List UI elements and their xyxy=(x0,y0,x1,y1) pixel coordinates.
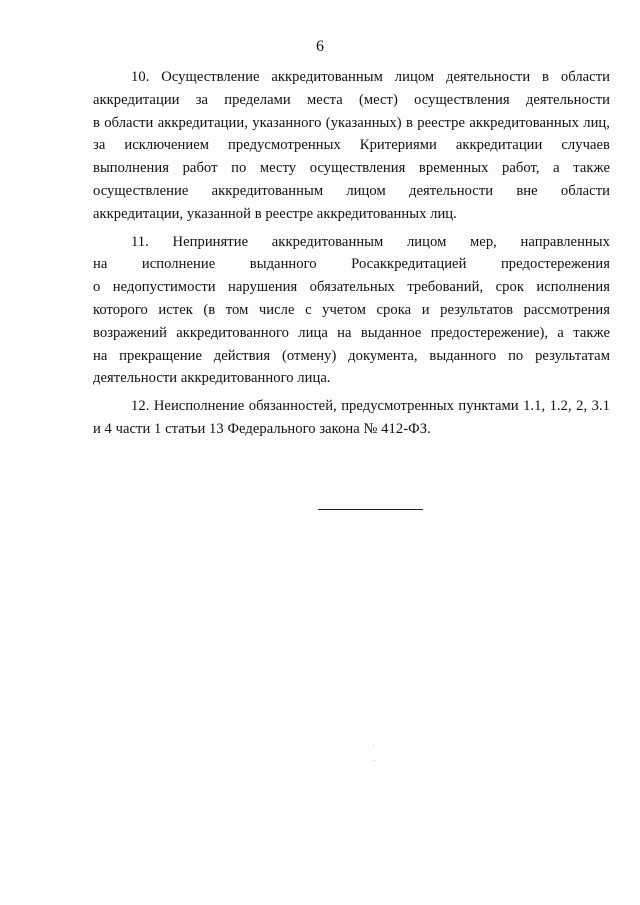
paragraph-line: на прекращение действия (отмену) документа, выданного по результатам xyxy=(93,347,610,364)
scan-artifact xyxy=(374,760,375,761)
paragraph-line: аккредитации, указанной в реестре аккредитованных лиц. xyxy=(93,205,457,222)
paragraph-line: 10. Осуществление аккредитованным лицом деятельности в области xyxy=(131,69,610,85)
paragraph-line: 12. Неисполнение обязанностей, предусмотренных пунктами 1.1, 1.2, 2, 3.1 xyxy=(131,398,610,415)
paragraph-line: выполнения работ по месту осуществления временных работ, а также xyxy=(93,160,610,177)
paragraph-line: за исключением предусмотренных Критериями аккредитации случаев xyxy=(93,137,610,154)
scan-artifact xyxy=(373,745,374,746)
paragraph-line: которого истек (в том числе с учетом срока и результатов рассмотрения xyxy=(93,301,610,318)
paragraph-line: осуществление аккредитованным лицом деятельности вне области xyxy=(93,182,610,199)
paragraph-line: 11. Непринятие аккредитованным лицом мер, направленных xyxy=(131,233,610,250)
paragraph-line: в области аккредитации, указанного (указанных) в реестре аккредитованных лиц, xyxy=(93,114,610,131)
paragraph-line: о недопустимости нарушения обязательных требований, срок исполнения xyxy=(93,279,610,296)
paragraph-line: и 4 части 1 статьи 13 Федерального закона № 412-ФЗ. xyxy=(93,420,431,437)
paragraph-line: деятельности аккредитованного лица. xyxy=(93,370,331,387)
paragraph-line: на исполнение выданного Росаккредитацией предостережения xyxy=(93,256,610,273)
page-number: 6 xyxy=(316,38,324,55)
paragraph-line: возражений аккредитованного лица на выданное предостережение), а также xyxy=(93,324,610,341)
document-body xyxy=(93,66,610,441)
paragraph-12 xyxy=(93,395,610,441)
paragraph-line: аккредитации за пределами места (мест) осуществления деятельности xyxy=(93,91,610,108)
paragraph-11 xyxy=(93,231,610,391)
paragraph-10 xyxy=(93,66,610,226)
end-separator-line xyxy=(318,509,423,510)
